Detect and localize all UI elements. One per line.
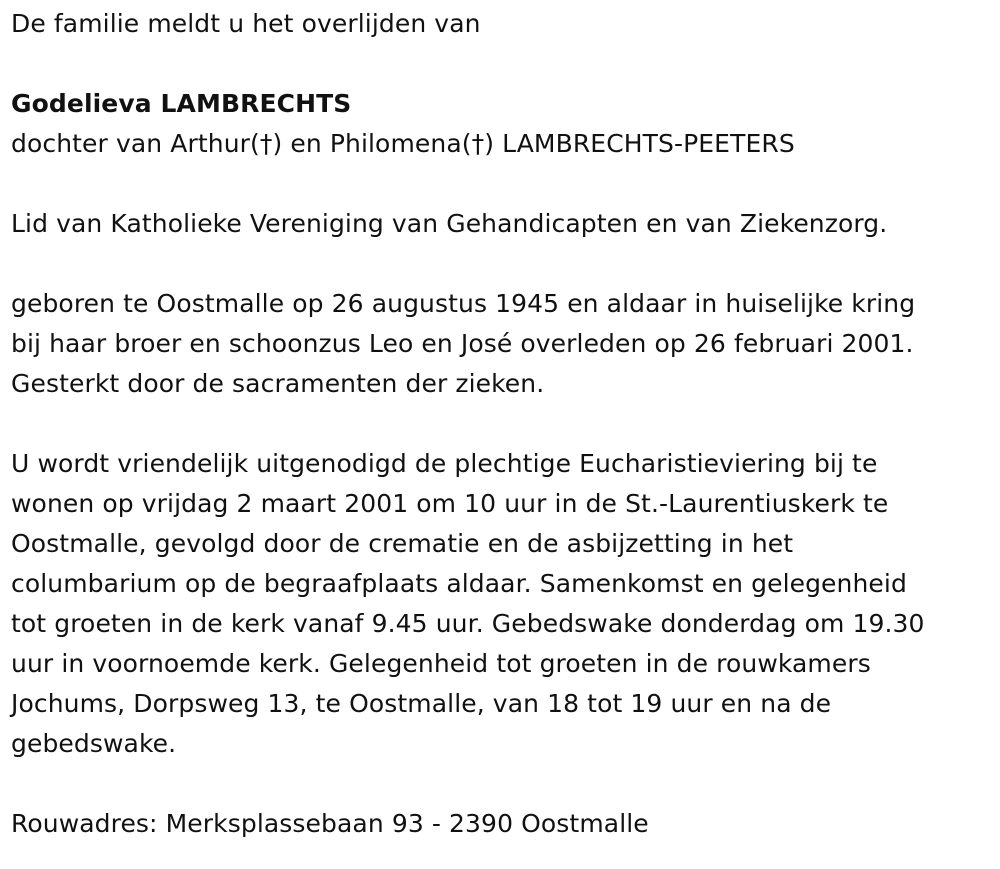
paragraph-line: gebedswake. xyxy=(11,729,177,758)
spacer xyxy=(11,764,991,804)
membership-line: Lid van Katholieke Vereniging van Gehandicapten en van Ziekenzorg. xyxy=(11,209,888,238)
paragraph-line: tot groeten in de kerk vanaf 9.45 uur. Gebedswake donderdag om 19.30 xyxy=(11,609,925,638)
death-notice xyxy=(11,4,991,844)
ceremony-paragraph xyxy=(11,444,991,764)
paragraph-line: uur in voornoemde kerk. Gelegenheid tot groeten in de rouwkamers xyxy=(11,649,871,678)
notice-intro: De familie meldt u het overlijden van xyxy=(11,9,481,38)
paragraph-line: Gesterkt door de sacramenten der zieken. xyxy=(11,369,545,398)
paragraph-line: bij haar broer en schoonzus Leo en José overleden op 26 februari 2001. xyxy=(11,329,914,358)
parents-line: dochter van Arthur(†) en Philomena(†) LAMBRECHTS-PEETERS xyxy=(11,129,795,158)
spacer xyxy=(11,44,991,84)
paragraph-line: Oostmalle, gevolgd door de crematie en de asbijzetting in het xyxy=(11,529,794,558)
spacer xyxy=(11,244,991,284)
deceased-name: Godelieva LAMBRECHTS xyxy=(11,89,352,118)
paragraph-line: columbarium op de begraafplaats aldaar. Samenkomst en gelegenheid xyxy=(11,569,907,598)
mourning-address: Rouwadres: Merksplassebaan 93 - 2390 Oostmalle xyxy=(11,809,649,838)
paragraph-line: wonen op vrijdag 2 maart 2001 om 10 uur in de St.-Laurentiuskerk te xyxy=(11,489,889,518)
paragraph-line: geboren te Oostmalle op 26 augustus 1945 en aldaar in huiselijke kring xyxy=(11,289,916,318)
spacer xyxy=(11,164,991,204)
birth-death-paragraph xyxy=(11,284,991,404)
paragraph-line: Jochums, Dorpsweg 13, te Oostmalle, van 18 tot 19 uur en na de xyxy=(11,689,832,718)
paragraph-line: U wordt vriendelijk uitgenodigd de plechtige Eucharistieviering bij te xyxy=(11,449,878,478)
spacer xyxy=(11,404,991,444)
